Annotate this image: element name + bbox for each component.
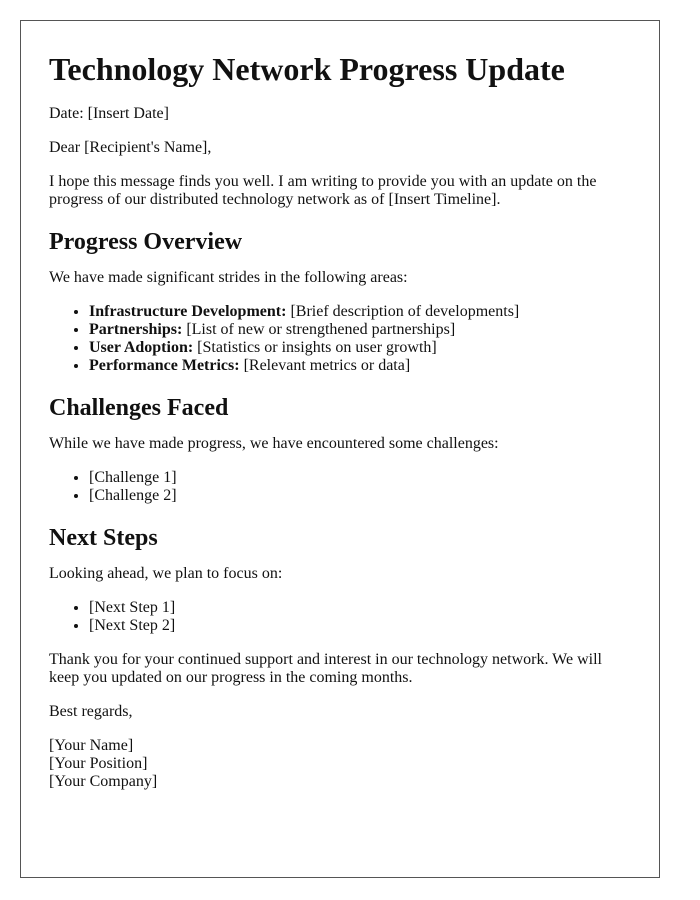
progress-heading: Progress Overview — [49, 229, 243, 255]
letter-title: Technology Network Progress Update — [49, 51, 565, 87]
challenge-item: • [Challenge 1] — [89, 469, 631, 487]
progress-item-text: [Relevant metrics or data] — [239, 357, 411, 374]
challenges-list — [49, 469, 631, 505]
signature-position: [Your Position] — [49, 755, 148, 772]
challenges-intro: While we have made progress, we have encountered some challenges: — [49, 435, 499, 452]
next-step-item: • [Next Step 1] — [89, 599, 631, 617]
salutation: Dear [Recipient's Name], — [49, 139, 212, 156]
progress-item-text: [Brief description of developments] — [286, 303, 520, 320]
progress-item-user-adoption — [89, 339, 631, 357]
sign-off: Best regards, — [49, 703, 133, 720]
progress-intro: We have made significant strides in the following areas: — [49, 269, 408, 286]
next-steps-intro: Looking ahead, we plan to focus on: — [49, 565, 283, 582]
signature-company: [Your Company] — [49, 773, 158, 790]
challenges-heading: Challenges Faced — [49, 395, 229, 421]
signature-block — [49, 737, 631, 791]
progress-item-label: Performance Metrics: — [89, 357, 240, 374]
date-line: Date: [Insert Date] — [49, 105, 169, 122]
next-step-item: • [Next Step 2] — [89, 617, 631, 635]
progress-item-label: Partnerships: — [89, 321, 183, 338]
progress-list — [49, 303, 631, 375]
next-steps-list — [49, 599, 631, 635]
signature-name: [Your Name] — [49, 737, 134, 754]
progress-item-label: User Adoption: — [89, 339, 194, 356]
progress-item-performance — [89, 357, 631, 375]
progress-item-text: [Statistics or insights on user growth] — [193, 339, 437, 356]
progress-item-partnerships — [89, 321, 631, 339]
challenge-item: • [Challenge 2] — [89, 487, 631, 505]
closing-paragraph: Thank you for your continued support and interest in our technology network. We will keep you updated on our progress in the coming months. — [49, 651, 602, 686]
intro-paragraph: I hope this message finds you well. I am writing to provide you with an update on the progress of our distributed technology network as of [Insert Timeline]. — [49, 173, 597, 208]
letter-page — [20, 20, 660, 878]
next-steps-heading: Next Steps — [49, 525, 158, 551]
progress-item-text: [List of new or strengthened partnerships] — [182, 321, 456, 338]
progress-item-label: Infrastructure Development: — [89, 303, 287, 320]
progress-item-infrastructure — [89, 303, 631, 321]
